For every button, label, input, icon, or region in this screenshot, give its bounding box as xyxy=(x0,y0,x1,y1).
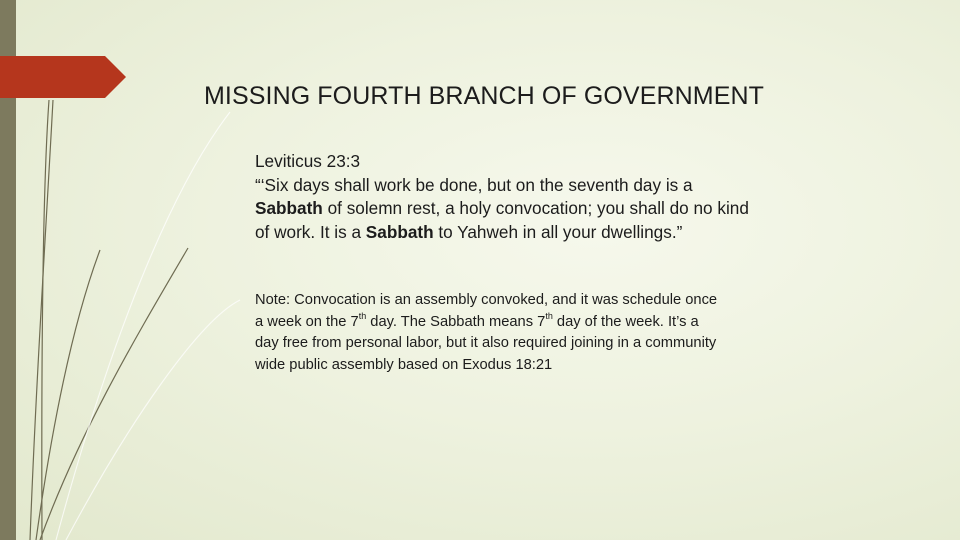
ordinal-suffix: th xyxy=(545,310,553,321)
quote-text: “‘Six days shall work be done, but on the seventh day is a xyxy=(255,174,693,195)
scripture-reference: Leviticus 23:3 xyxy=(255,151,361,171)
note-text: day. The Sabbath means 7 xyxy=(366,313,546,330)
quote-bold-sabbath: Sabbath xyxy=(365,221,434,242)
slide-title: MISSING FOURTH BRANCH OF GOVERNMENT xyxy=(204,82,765,110)
ordinal-suffix: th xyxy=(358,310,367,321)
note-text: day of the week. It’s a day free from personal labor, but it also required joining in a community wide public assembly based on Exodus 18:21 xyxy=(255,313,717,373)
quote-text: to Yahweh in all your dwellings.” xyxy=(433,221,683,242)
scripture-quote xyxy=(255,150,755,244)
quote-text: of solemn rest, a holy convocation; you shall do no kind of work. It is a xyxy=(255,198,749,242)
explanatory-note xyxy=(255,290,725,376)
quote-bold-sabbath: Sabbath xyxy=(255,198,323,219)
note-text: Note: Convocation is an assembly convoked, and it was schedule once a week on the 7 xyxy=(255,292,718,330)
slide-body xyxy=(255,150,755,391)
